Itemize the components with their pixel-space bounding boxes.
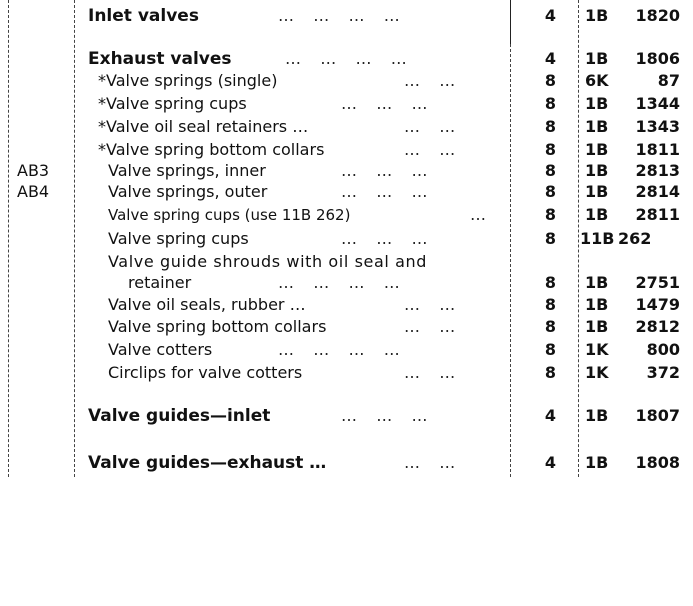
row-part-number: 1806: [635, 49, 680, 68]
row-quantity: 8: [544, 273, 556, 292]
row-leader-dots: … … …: [341, 161, 429, 180]
row-leader-dots: … … … …: [285, 49, 408, 68]
row-leader-dots: … … … …: [278, 273, 401, 292]
row-part-prefix: 1B: [585, 295, 609, 314]
row-part-number: 1807: [635, 406, 680, 425]
row-quantity: 8: [544, 140, 556, 159]
table-row: [0, 452, 693, 606]
row-part-prefix: 1B: [585, 273, 609, 292]
row-part-prefix: 1B: [585, 161, 609, 180]
row-part-prefix: 1B: [585, 205, 609, 224]
row-quantity: 8: [544, 363, 556, 382]
row-leader-dots: … … …: [341, 406, 429, 425]
row-leader-dots: … …: [404, 453, 457, 472]
row-description: *Valve oil seal retainers …: [98, 117, 309, 136]
row-part-number: 2813: [635, 161, 680, 180]
row-part-number: 372: [646, 363, 680, 382]
row-part-prefix: 1B: [585, 140, 609, 159]
row-quantity: 8: [544, 340, 556, 359]
row-description: Valve guides—exhaust …: [88, 453, 327, 473]
row-description: Valve spring cups: [108, 229, 249, 248]
row-part-prefix: 1K: [585, 363, 609, 382]
row-part-prefix: 6K: [585, 71, 609, 90]
row-part-number: 1820: [635, 6, 680, 25]
row-part-number: 1811: [635, 140, 680, 159]
row-leader-dots: … …: [404, 117, 457, 136]
row-quantity: 4: [544, 453, 556, 472]
row-leader-dots: … …: [404, 71, 457, 90]
row-part-prefix: 1B: [585, 453, 609, 472]
row-leader-dots: … … … …: [278, 340, 401, 359]
row-description: Valve oil seals, rubber …: [108, 295, 306, 314]
row-quantity: 8: [544, 94, 556, 113]
row-part-number: 1344: [635, 94, 680, 113]
row-part-prefix: 1B: [585, 317, 609, 336]
row-part-number: 2812: [635, 317, 680, 336]
row-description: retainer: [128, 273, 192, 292]
row-part-prefix: 1K: [585, 340, 609, 359]
row-leader-dots: … … …: [341, 182, 429, 201]
row-leader-dots: … …: [404, 295, 457, 314]
row-part-prefix: 1B: [585, 182, 609, 201]
row-leader-dots: … …: [404, 140, 457, 159]
row-leader-dots: … …: [404, 363, 457, 382]
row-description: Valve springs, outer: [108, 182, 268, 201]
row-quantity: 8: [544, 161, 556, 180]
row-quantity: 4: [544, 406, 556, 425]
row-quantity: 8: [544, 71, 556, 90]
row-leader-dots: … … …: [341, 229, 429, 248]
row-quantity: 8: [544, 229, 556, 248]
row-part-number: 2751: [635, 273, 680, 292]
row-part-prefix: 1B: [585, 6, 609, 25]
row-part-number: 2811: [635, 205, 680, 224]
row-part-prefix: 11B: [580, 229, 615, 248]
row-description: Valve spring bottom collars: [108, 317, 327, 336]
row-part-number: 800: [646, 340, 680, 359]
row-leader-dots: … … …: [341, 94, 429, 113]
row-part-number: 1808: [635, 453, 680, 472]
row-quantity: 8: [544, 295, 556, 314]
row-leader-dots: … … … …: [278, 6, 401, 25]
row-description: *Valve spring bottom collars: [98, 140, 325, 159]
model-label-ab4: AB4: [17, 182, 50, 201]
row-quantity: 4: [544, 49, 556, 68]
row-description: Valve guides—inlet: [88, 406, 271, 426]
row-description: *Valve springs (single): [98, 71, 278, 90]
row-part-number: 1479: [635, 295, 680, 314]
row-description: Valve guide shrouds with oil seal and: [108, 252, 428, 271]
row-description: Circlips for valve cotters: [108, 363, 303, 382]
row-description: Valve cotters: [108, 340, 213, 359]
row-description: Exhaust valves: [88, 49, 232, 69]
row-leader-dots: … …: [404, 317, 457, 336]
row-part-prefix: 1B: [585, 49, 609, 68]
row-quantity: 4: [544, 6, 556, 25]
row-leader-dots: …: [470, 205, 487, 224]
row-part-number: 262: [618, 229, 652, 248]
model-label-ab3: AB3: [17, 161, 50, 180]
row-part-number: 1343: [635, 117, 680, 136]
row-description: Inlet valves: [88, 6, 199, 26]
row-part-number: 87: [657, 71, 680, 90]
row-quantity: 8: [544, 205, 556, 224]
row-description: Valve spring cups (use 11B 262): [108, 206, 351, 224]
row-part-prefix: 1B: [585, 94, 609, 113]
row-quantity: 8: [544, 182, 556, 201]
row-description: *Valve spring cups: [98, 94, 247, 113]
row-quantity: 8: [544, 117, 556, 136]
row-part-prefix: 1B: [585, 406, 609, 425]
row-quantity: 8: [544, 317, 556, 336]
row-description: Valve springs, inner: [108, 161, 266, 180]
row-part-prefix: 1B: [585, 117, 609, 136]
row-part-number: 2814: [635, 182, 680, 201]
